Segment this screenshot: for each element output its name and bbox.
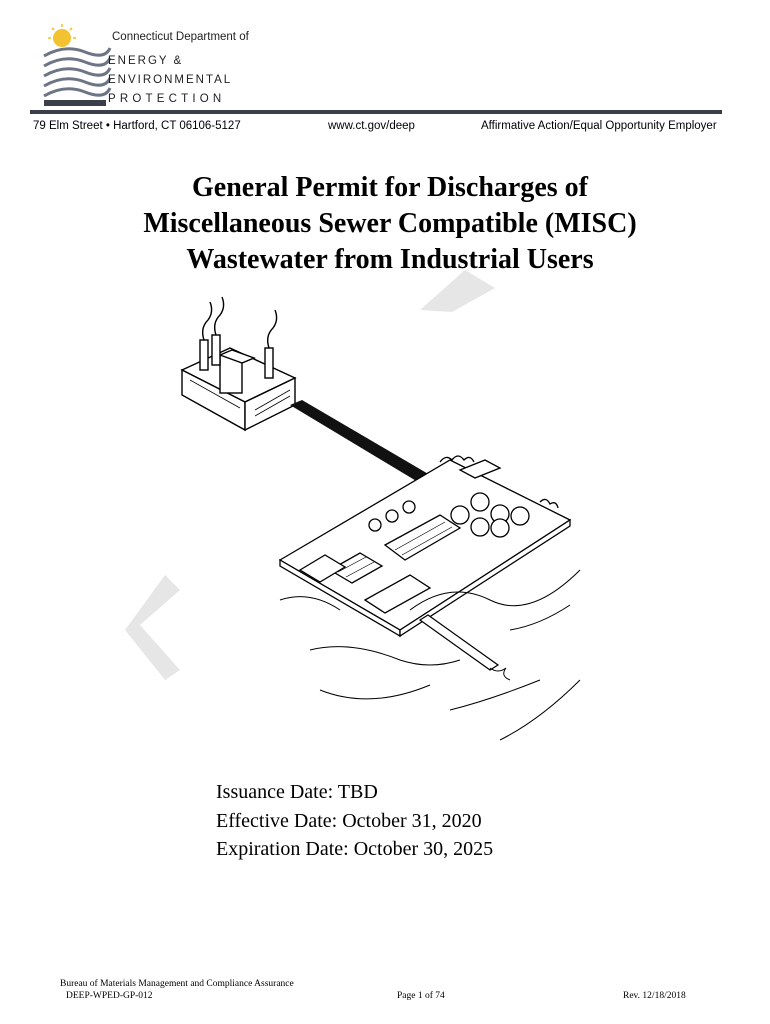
treatment-plant-icon xyxy=(280,456,570,636)
footer-bureau: Bureau of Materials Management and Compliance Assurance xyxy=(60,979,294,989)
agency-protection: PROTECTION xyxy=(108,93,226,105)
wastewater-treatment-illustration xyxy=(120,270,620,750)
title-line-3: Wastewater from Industrial Users xyxy=(186,244,594,275)
document-title xyxy=(60,170,720,278)
agency-address: 79 Elm Street • Hartford, CT 06106-5127 xyxy=(33,120,241,132)
outfall-pipe xyxy=(420,615,498,670)
discharge-pipe xyxy=(290,400,430,482)
sun-icon xyxy=(48,24,76,47)
title-line-2: Miscellaneous Sewer Compatible (MISC) xyxy=(143,208,637,239)
agency-energy: ENERGY & xyxy=(108,55,184,67)
agency-environmental: ENVIRONMENTAL xyxy=(108,74,233,86)
issuance-date: Issuance Date: TBD xyxy=(216,781,378,803)
footer-document-number: DEEP-WPED-GP-012 xyxy=(66,991,153,1001)
footer-revision: Rev. 12/18/2018 xyxy=(623,991,686,1001)
footer-page-number: Page 1 of 74 xyxy=(397,991,445,1001)
agency-website: www.ct.gov/deep xyxy=(328,120,415,132)
title-line-1: General Permit for Discharges of xyxy=(191,172,589,203)
header-rule xyxy=(30,110,722,114)
agency-name: Connecticut Department of xyxy=(112,31,249,43)
landscape-waves-icon xyxy=(44,48,110,96)
effective-date: Effective Date: October 31, 2020 xyxy=(216,810,482,832)
logo-base-bar xyxy=(44,100,106,106)
outfall-splash xyxy=(490,668,510,680)
employer-statement: Affirmative Action/Equal Opportunity Employer xyxy=(481,120,717,132)
factory-icon xyxy=(182,297,295,430)
expiration-date: Expiration Date: October 30, 2025 xyxy=(216,838,494,860)
